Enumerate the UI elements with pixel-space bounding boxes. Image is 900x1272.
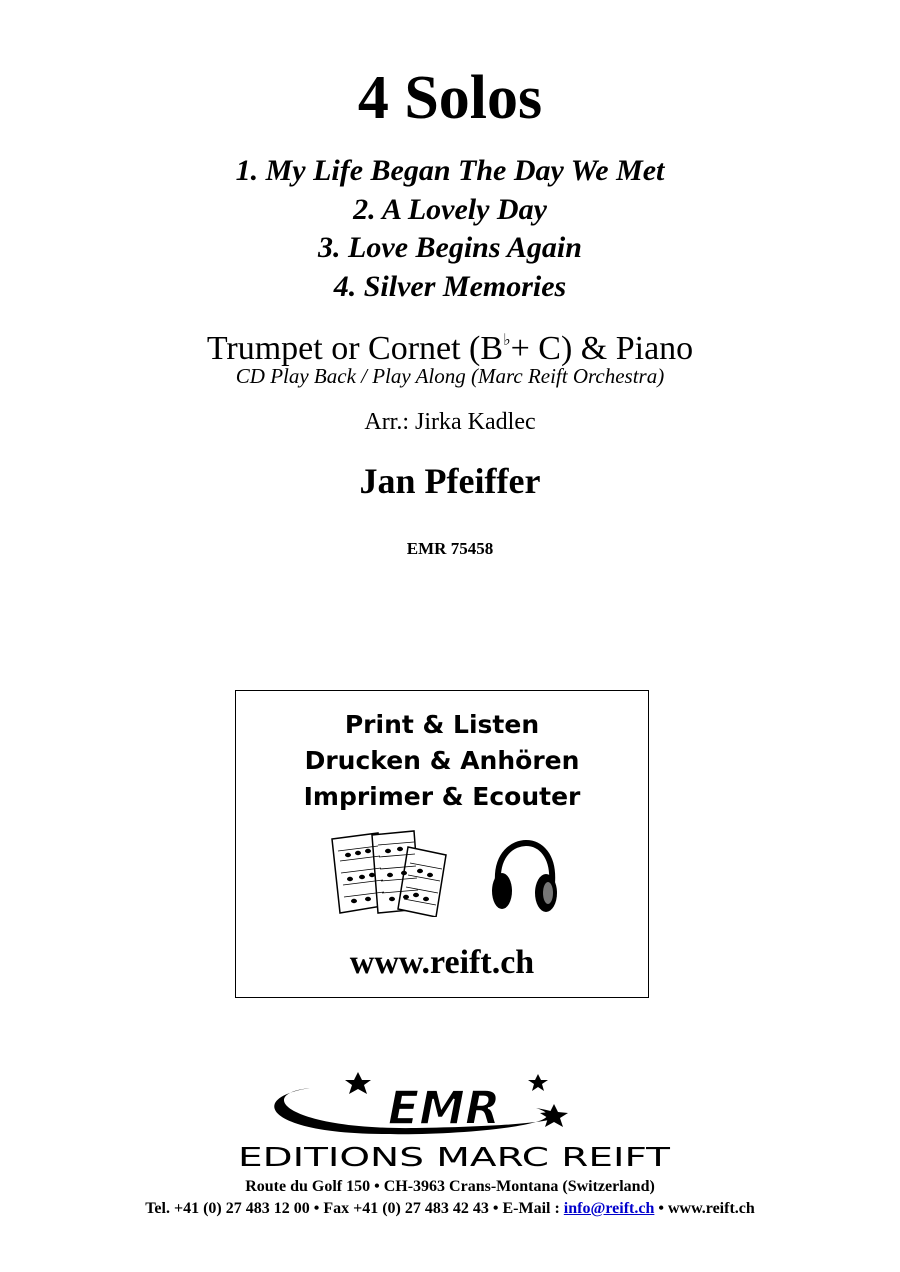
email-link[interactable]: info@reift.ch [563, 1200, 655, 1217]
publisher-name: EDITIONS MARC REIFT [238, 1143, 671, 1168]
song-item-3: 3. Love Begins Again [318, 231, 582, 264]
website-url[interactable]: www.reift.ch [349, 944, 535, 981]
website-text: • www.reift.ch [654, 1200, 755, 1217]
song-item-2: 2. A Lovely Day [353, 192, 547, 226]
publisher-address: Route du Golf 150 • CH-3963 Crans-Montana (Switzerland) [245, 1178, 655, 1195]
song-item-1: 1. My Life Began The Day We Met [235, 154, 665, 187]
promo-line-english: Print & Listen [344, 710, 540, 739]
cd-note: CD Play Back / Play Along (Marc Reift Orchestra) [235, 364, 665, 388]
instrumentation-text-start: Trumpet or Cornet (B [206, 330, 504, 367]
sheet-music-icon [328, 829, 454, 917]
composer: Jan Pfeiffer [359, 461, 541, 501]
publisher-contact [0, 1176, 900, 1220]
flat-sign: ♭ [503, 332, 511, 349]
print-listen-box [235, 690, 649, 998]
phone-fax: Tel. +41 (0) 27 483 12 00 • Fax +41 (0) 27 483 42 43 • E-Mail : [145, 1200, 564, 1217]
headphones-icon [490, 839, 558, 915]
logo-text: EMR [387, 1081, 501, 1135]
publisher-contact-line [0, 1198, 900, 1220]
emr-logo [236, 1068, 672, 1168]
promo-line-french: Imprimer & Ecouter [303, 782, 581, 811]
print-listen-lines [236, 707, 648, 815]
song-list [0, 152, 900, 306]
song-item-4: 4. Silver Memories [333, 269, 567, 303]
arranger: Arr.: Jirka Kadlec [364, 409, 536, 435]
catalog-number: EMR 75458 [406, 539, 494, 558]
promo-line-german: Drucken & Anhören [304, 746, 580, 775]
page-title: 4 Solos [357, 64, 543, 132]
instrumentation-text-end: + C) & Piano [510, 330, 694, 367]
